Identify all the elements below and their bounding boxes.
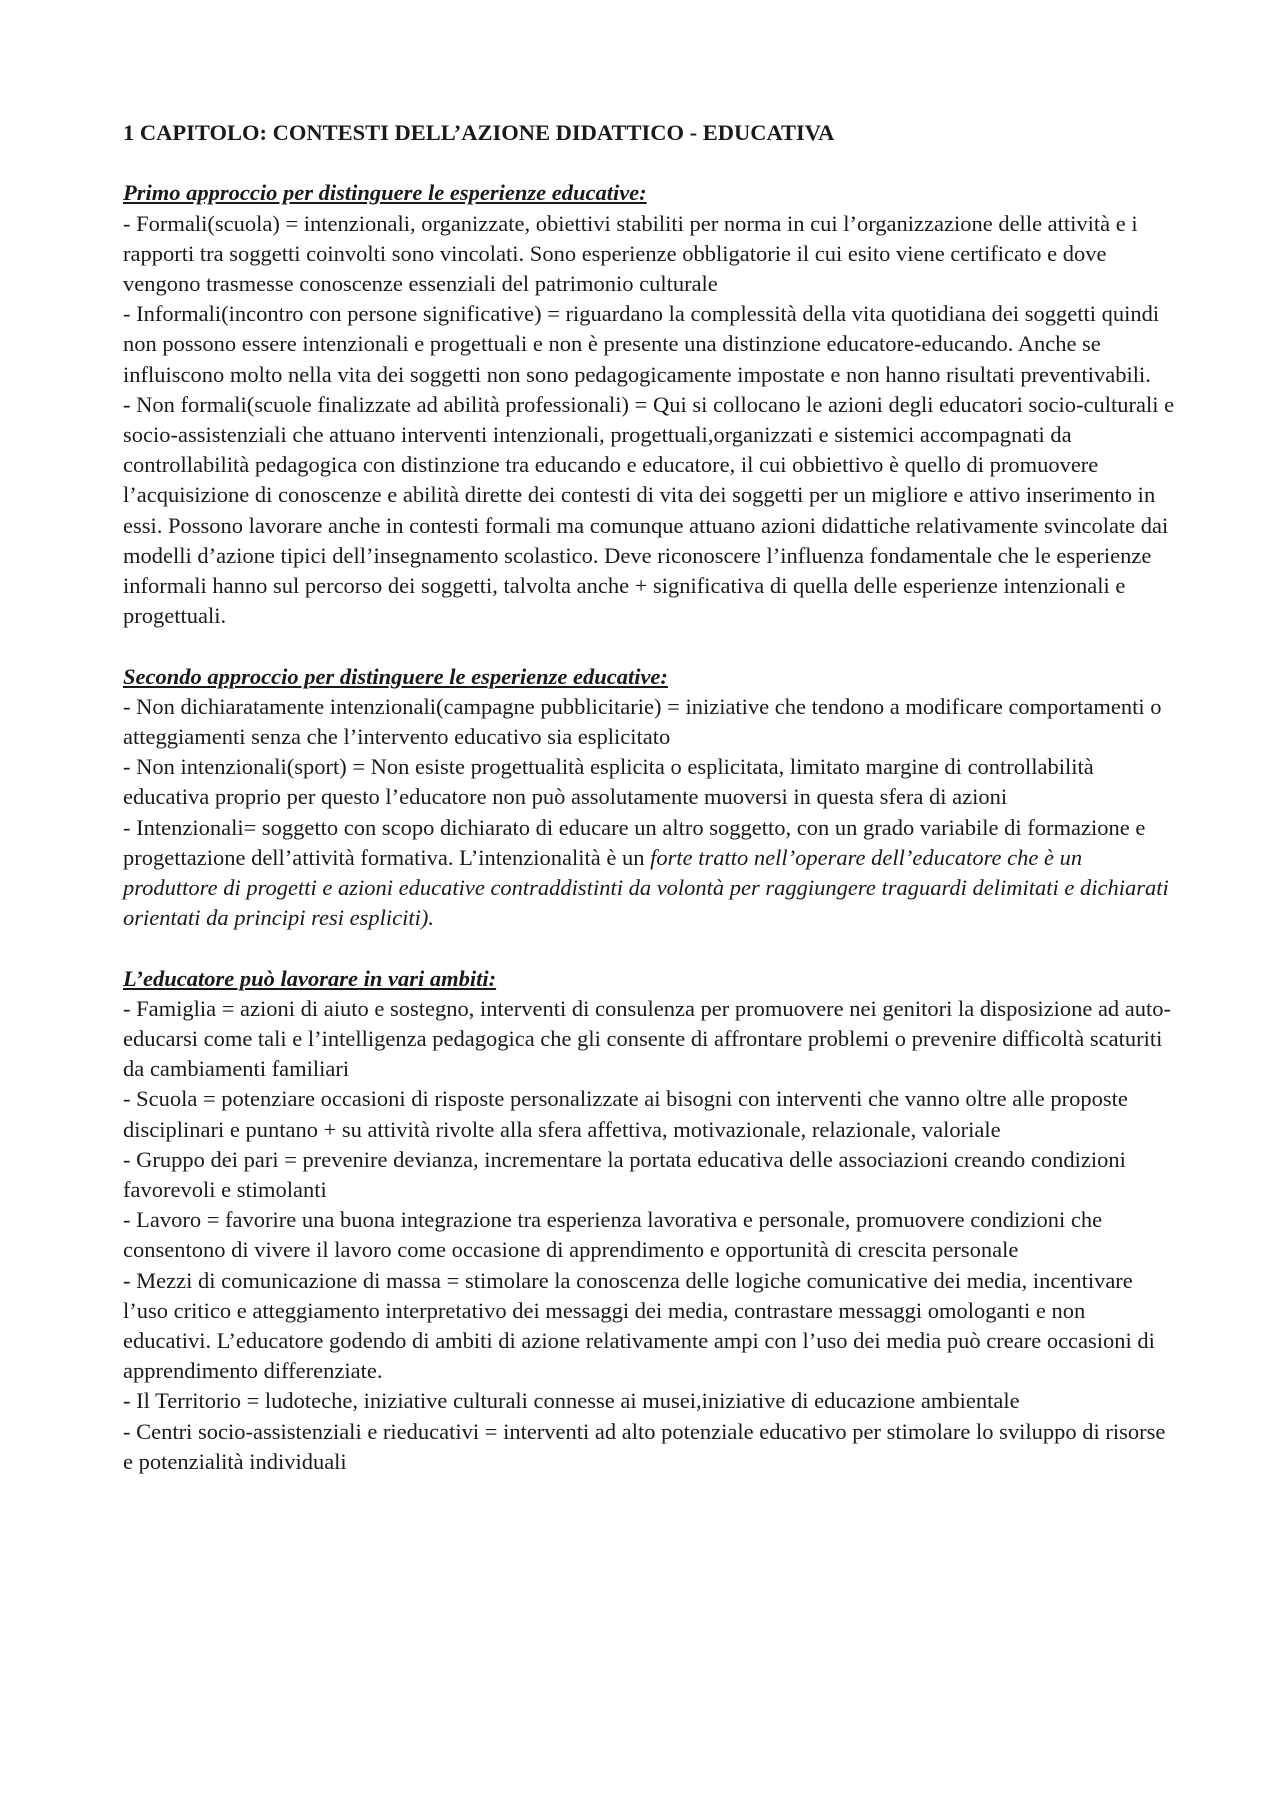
intenzionali-plain-text: - Intenzionali= soggetto con scopo dichiarato di educare un altro soggetto, con un grado variabile di formazione e progettazione dell’attività formativa. L’intenzionalità è un <box>123 814 1146 870</box>
list-item-non-formali: - Non formali(scuole finalizzate ad abilità professionali) = Qui si collocano le azioni degli educatori socio-culturali e socio-assistenziali che attuano interventi intenzionali, progettuali,organizzati e sistemici accompagnati da controllabilità pedagogica con distinzione tra educando e educatore, il cui obbiettivo è quello di promuovere l’acquisizione di conoscenze e abilità dirette dei contesti di vita dei soggetti per un migliore e attivo inserimento in essi. Possono lavorare anche in contesti formali ma comunque attuano azioni didattiche relativamente svincolate dai modelli d’azione tipici dell’insegnamento scolastico. Deve riconoscere l’influenza fondamentale che le esperienze informali hanno sul percorso dei soggetti, talvolta anche + significativa di quella delle esperienze intenzionali e progettuali. <box>123 391 1175 629</box>
list-item-lavoro: - Lavoro = favorire una buona integrazione tra esperienza lavorativa e personale, promuovere condizioni che consentono di vivere il lavoro come occasione di apprendimento e opportunità di crescita personale <box>123 1207 1103 1263</box>
chapter-title: 1 CAPITOLO: CONTESTI DELL’AZIONE DIDATTICO - EDUCATIVA <box>123 120 835 145</box>
section-heading-ambiti: L’educatore può lavorare in vari ambiti: <box>123 965 497 991</box>
list-item-territorio: - Il Territorio = ludoteche, iniziative culturali connesse ai musei,iniziative di educazione ambientale <box>123 1388 1020 1414</box>
spacer <box>123 933 1178 963</box>
list-item-famiglia: - Famiglia = azioni di aiuto e sostegno, interventi di consulenza per promuovere nei genitori la disposizione ad auto-educarsi come tali e l’intelligenza pedagogica che gli consente di affrontare problemi o prevenire difficoltà scaturiti da cambiamenti familiari <box>123 995 1172 1082</box>
list-item-centri-socio-assistenziali: - Centri socio-assistenziali e rieducativi = interventi ad alto potenziale educativo per stimolare lo sviluppo di risorse e potenzialità individuali <box>123 1418 1166 1474</box>
list-item-formali: - Formali(scuola) = intenzionali, organizzate, obiettivi stabiliti per norma in cui l’organizzazione delle attività e i rapporti tra soggetti coinvolti sono vincolati. Sono esperienze obbligatorie il cui esito viene certificato e dove vengono trasmesse conoscenze essenziali del patrimonio culturale <box>123 210 1138 296</box>
spacer <box>123 148 1178 178</box>
list-item-non-intenzionali: - Non intenzionali(sport) = Non esiste progettualità esplicita o esplicitata, limitato margine di controllabilità educativa proprio per questo l’educatore non può assolutamente muoversi in questa sfera di azioni <box>123 754 1094 810</box>
spacer <box>123 631 1178 661</box>
list-item-non-dichiaratamente-intenzionali: - Non dichiaratamente intenzionali(campagne pubblicitarie) = iniziative che tendono a modificare comportamenti o atteggiamenti senza che l’intervento educativo sia esplicitato <box>123 693 1162 750</box>
section-heading-primo-approccio: Primo approccio per distinguere le esperienze educative: <box>123 180 647 206</box>
intenzionali-italic-text: forte tratto nell’operare dell’educatore che è un produttore di progetti e azioni educative contraddistinti da volontà per raggiungere traguardi delimitati e dichiarati orientati da principi resi espliciti). <box>123 844 1169 931</box>
list-item-scuola: - Scuola = potenziare occasioni di risposte personalizzate ai bisogni con interventi che vanno oltre alle proposte disciplinari e puntano + su attività rivolte alla sfera affettiva, motivazionale, relazionale, valoriale <box>123 1086 1128 1142</box>
document-page <box>123 118 1178 1477</box>
section-heading-secondo-approccio: Secondo approccio per distinguere le esperienze educative: <box>123 663 668 689</box>
list-item-informali: - Informali(incontro con persone significative) = riguardano la complessità della vita quotidiana dei soggetti quindi non possono essere intenzionali e progettuali e non è presente una distinzione educatore-educando. Anche se influiscono molto nella vita dei soggetti non sono pedagogicamente impostate e non hanno risultati preventivabili. <box>123 301 1160 387</box>
list-item-intenzionali <box>123 813 1178 934</box>
list-item-mezzi-comunicazione: - Mezzi di comunicazione di massa = stimolare la conoscenza delle logiche comunicative dei media, incentivare l’uso critico e atteggiamento interpretativo dei messaggi dei media, contrastare messaggi omologanti e non educativi. L’educatore godendo di ambiti di azione relativamente ampi con l’uso dei media può creare occasioni di apprendimento differenziate. <box>123 1267 1155 1384</box>
list-item-gruppo-pari: - Gruppo dei pari = prevenire devianza, incrementare la portata educativa delle associazioni creando condizioni favorevoli e stimolanti <box>123 1146 1126 1203</box>
